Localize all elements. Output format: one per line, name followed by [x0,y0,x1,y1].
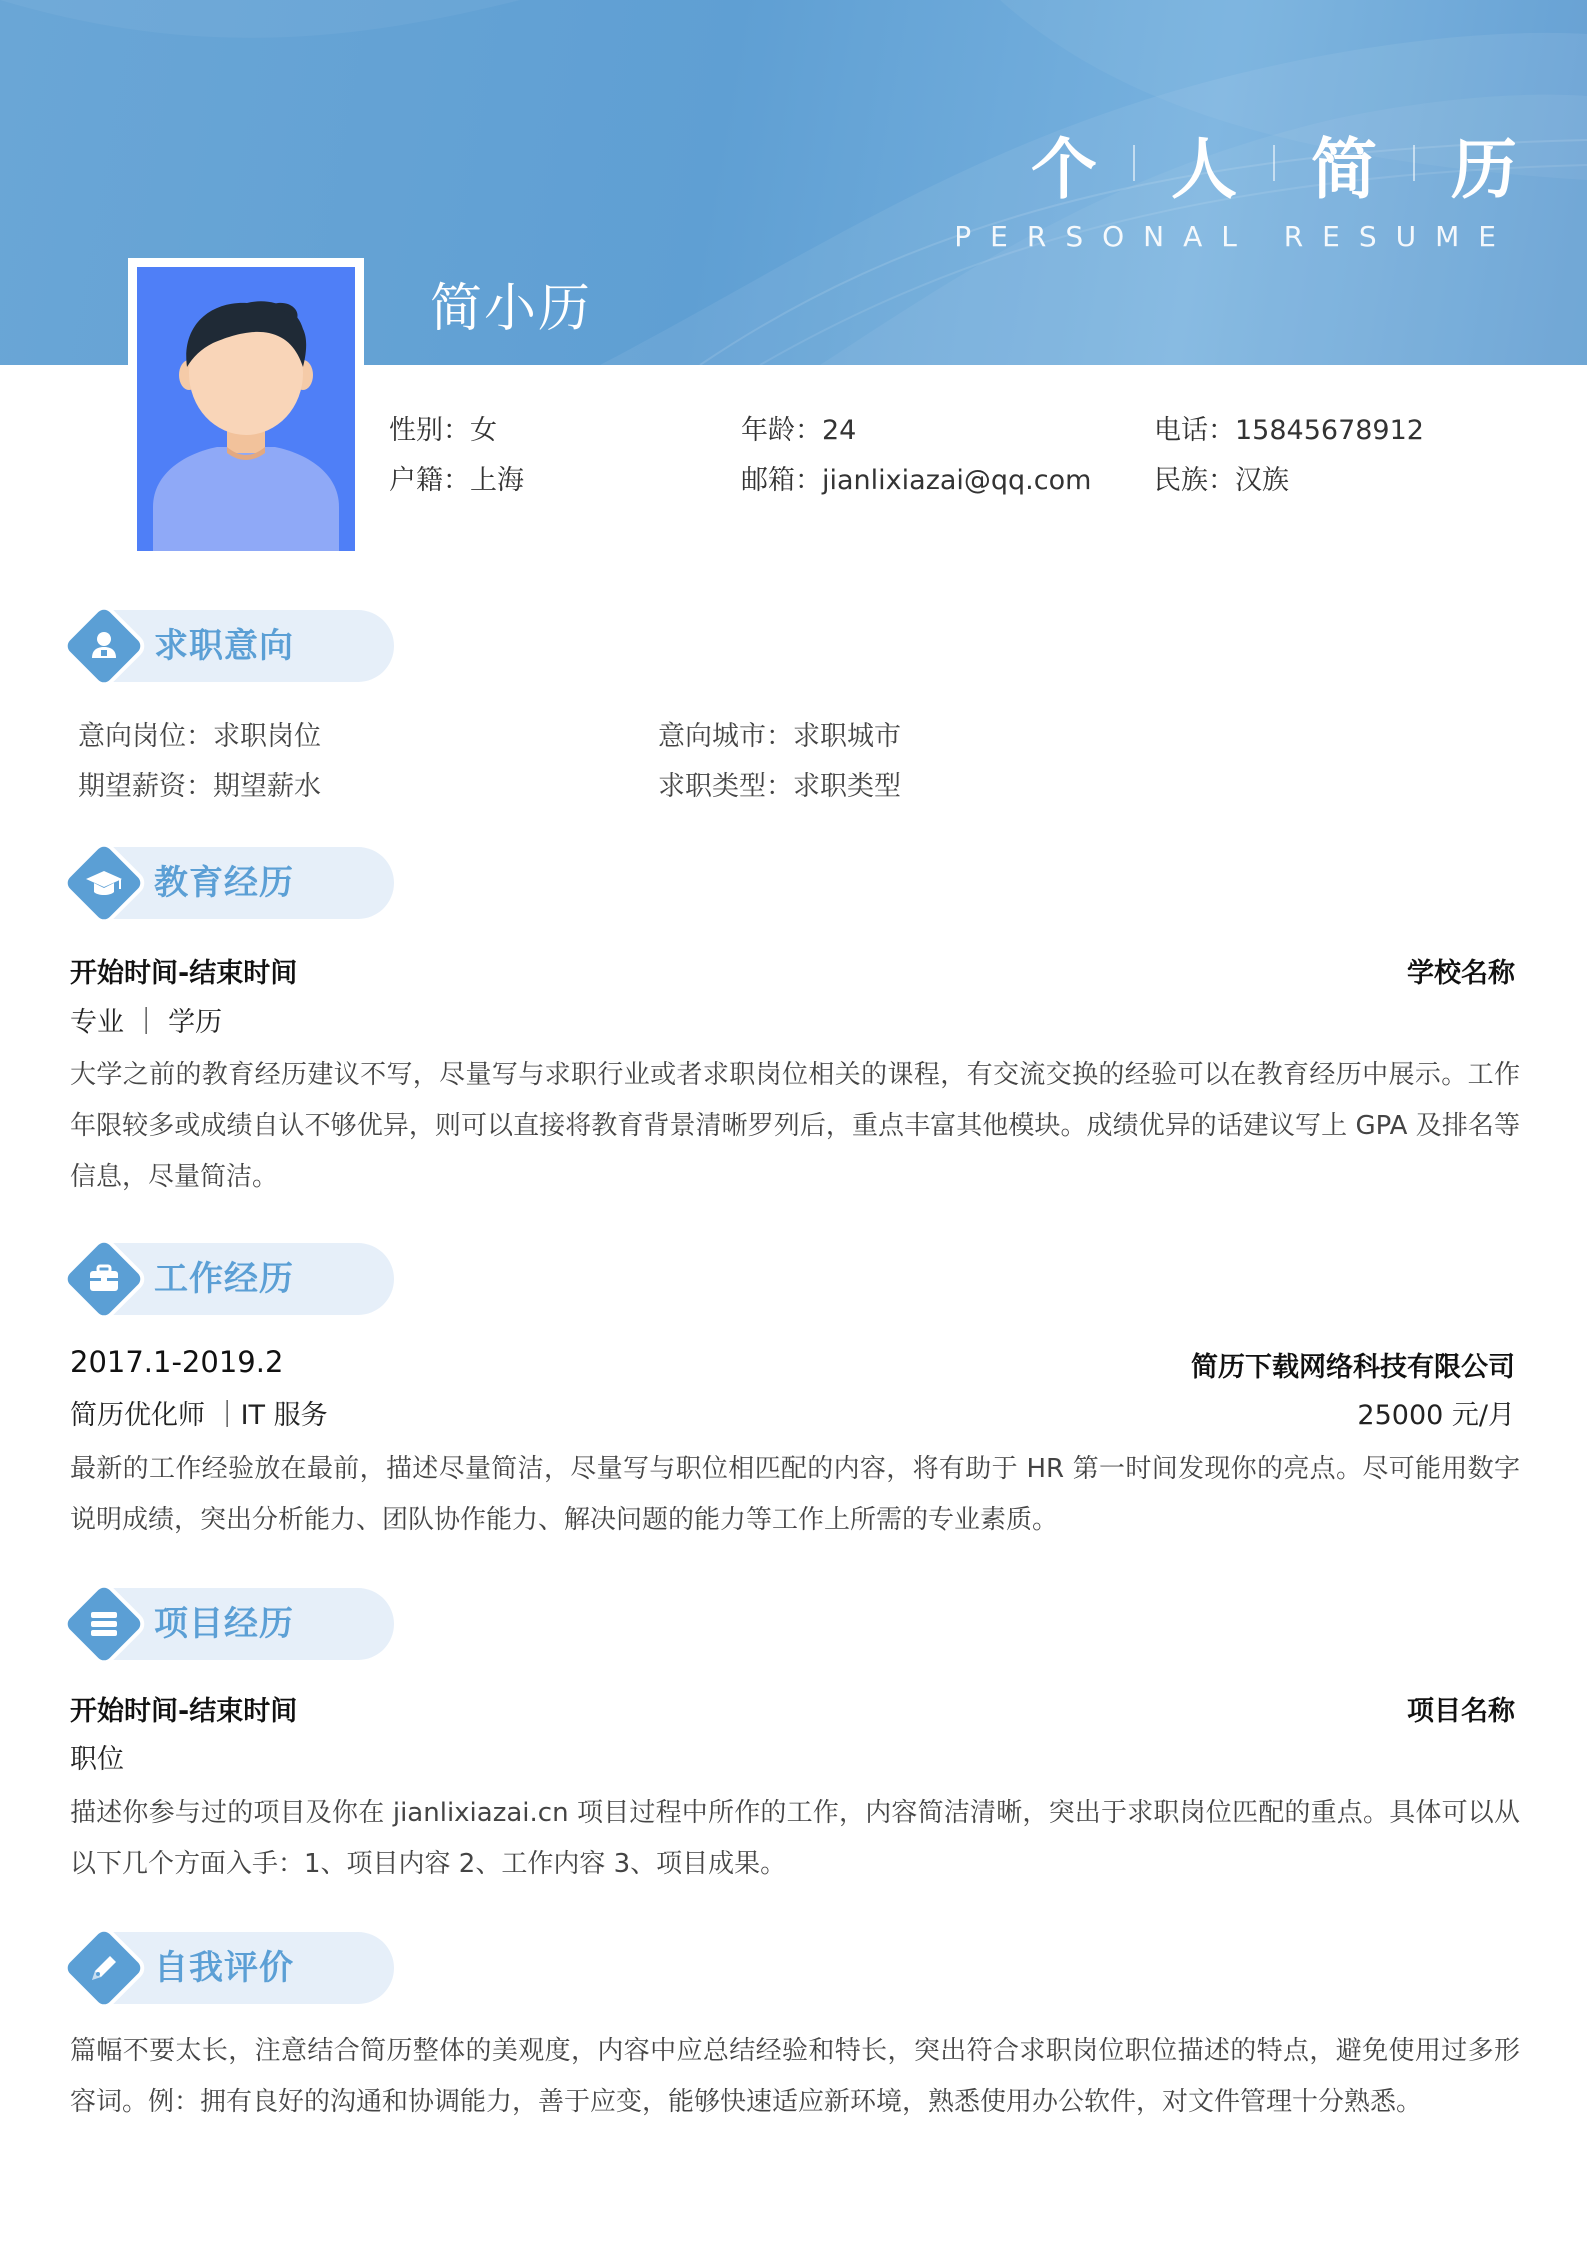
education-time: 开始时间-结束时间 [70,958,298,989]
title-char: 人 [1171,130,1237,208]
self-eval-description: 篇幅不要太长，注意结合简历整体的美观度，内容中应总结经验和特长，突出符合求职岗位职位描述的特点，避免使用过多形容词。例：拥有良好的沟通和协调能力，善于应变，能够快速适应新环境，熟悉使用办公软件，对文件管理十分熟悉。 [70,2036,1520,2117]
project-description: 描述你参与过的项目及你在 jianlixiazai.cn 项目过程中所作的工作，内容简洁清晰，突出于求职岗位匹配的重点。具体可以从以下几个方面入手：1、项目内容 2、工作内容 3、项目成果。 [70,1798,1520,1879]
title-char: 个 [1031,130,1097,208]
work-time: 2017.1-2019.2 [70,1345,284,1379]
intent-salary: 期望薪资：期望薪水 [78,771,321,802]
work-description: 最新的工作经验放在最前，描述尽量简洁，尽量写与职位相匹配的内容，将有助于 HR 第一时间发现你的亮点。尽可能用数字说明成绩，突出分析能力、团队协作能力、解决问题的能力等工作上所需的专业素质。 [70,1454,1520,1535]
info-hometown: 户籍：上海 [389,465,524,496]
section-title: 教育经历 [154,863,294,903]
user-icon [82,624,126,668]
project-name: 项目名称 [1407,1696,1515,1727]
section-header-intent [68,608,394,684]
title-char: 简 [1311,130,1377,208]
stack-icon [82,1602,126,1646]
work-role: 简历优化师 ｜IT 服务 [70,1400,328,1431]
briefcase-icon [82,1257,126,1301]
info-email: 邮箱：jianlixiazai@qq.com [741,465,1092,496]
section-title: 工作经历 [154,1259,294,1299]
candidate-name: 简小历 [430,279,593,339]
section-header-self-eval [68,1930,394,2006]
pen-icon [82,1946,126,1990]
resume-title [1031,118,1517,208]
section-title: 项目经历 [154,1604,294,1644]
title-separator [1133,145,1135,181]
resume-subtitle: PERSONAL RESUME [954,220,1515,253]
avatar-illustration [137,267,355,551]
education-major: 专业 ｜ 学历 [70,1007,223,1038]
project-role: 职位 [70,1744,124,1775]
section-header-work [68,1241,394,1317]
section-title: 自我评价 [154,1948,294,1988]
intent-position: 意向岗位：求职岗位 [78,721,321,752]
project-time: 开始时间-结束时间 [70,1696,298,1727]
title-separator [1413,145,1415,181]
graduation-cap-icon [82,861,126,905]
title-separator [1273,145,1275,181]
education-description: 大学之前的教育经历建议不写，尽量写与求职行业或者求职岗位相关的课程，有交流交换的经验可以在教育经历中展示。工作年限较多或成绩自认不够优异，则可以直接将教育背景清晰罗列后，重点丰富其他模块。成绩优异的话建议写上 GPA 及排名等信息，尽量简洁。 [70,1060,1520,1192]
work-salary: 25000 元/月 [1357,1400,1515,1431]
info-phone: 电话：15845678912 [1154,415,1424,446]
title-char: 历 [1451,130,1517,208]
education-school: 学校名称 [1407,958,1515,989]
intent-city: 意向城市：求职城市 [658,721,901,752]
section-header-project [68,1586,394,1662]
section-header-education [68,845,394,921]
avatar [128,258,364,560]
section-title: 求职意向 [154,626,294,666]
intent-type: 求职类型：求职类型 [658,771,901,802]
work-company: 简历下载网络科技有限公司 [1191,1352,1515,1383]
info-ethnicity: 民族：汉族 [1154,465,1289,496]
info-age: 年龄：24 [741,415,857,446]
info-gender: 性别：女 [389,415,497,446]
